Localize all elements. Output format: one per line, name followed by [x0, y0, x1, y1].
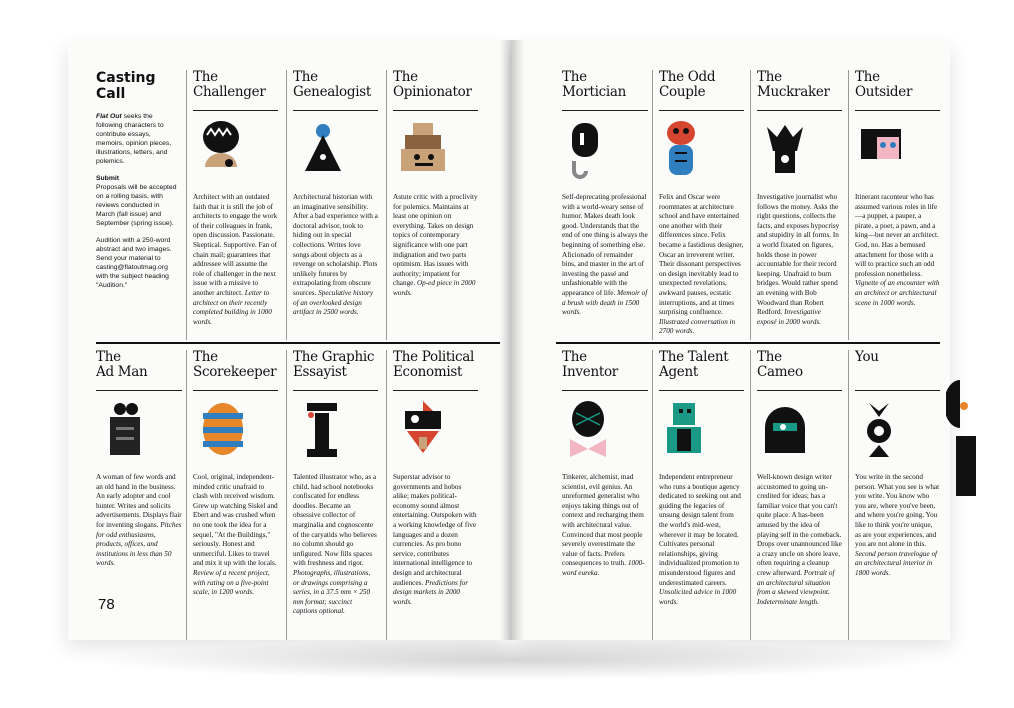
card-title-line1: The Graphic: [293, 349, 375, 365]
card-rule: [96, 390, 182, 391]
card-title-line1: The Talent: [659, 349, 729, 365]
card-body-text: Cool, original, independent-minded critic unafraid to clash with received wisdom. Grew up watching Siskel and Ebert and was crushed when no one took the idea for a sequel, "At the Buildings," seriously. Honest and unmerciful. Likes to travel and mix it up with the locals.: [193, 473, 278, 568]
intro-title: [96, 70, 178, 102]
card-inventor: [556, 350, 654, 640]
next-page-edge-illustration: [946, 380, 976, 540]
spread-shadow: [90, 640, 940, 680]
card-cameo: [750, 350, 848, 640]
card-body: [849, 193, 946, 308]
card-title: [849, 350, 946, 386]
card-title: [90, 350, 188, 386]
card-title-line2: Mortician: [562, 84, 627, 100]
card-body: [187, 193, 284, 327]
ad-man-illustration: [96, 397, 182, 467]
card-body-text: Architect with an outdated faith that it is still the job of architects to engage the work of their colleagues in frank, open discussion. Passionate. Skeptical. Supportive. Fan of chain mail; guarantees that addressee will assume the role of challenger in the next issue with a missive to another architect.: [193, 193, 278, 297]
card-title: [187, 70, 284, 106]
card-call: Illustrated conversation in 2700 words.: [659, 317, 736, 336]
card-title-line1: The: [562, 349, 587, 365]
card-rule: [393, 110, 478, 111]
card-body-text: Astute critic with a proclivity for polemics. Maintains at least one opinion on everything. Takes on design topics of contemporary significance with one part indignation and two parts optimism. Has issues with authority; impatient for change.: [393, 193, 478, 288]
card-title-line1: The: [293, 69, 318, 85]
card-body-text: Architectural historian with an imaginative sensibility. After a bad experience with a doctoral advisor, took to hiding out in special collections. Writes love songs about objects as a revenge on scholarship. Plots unlikely futures by extrapolating from obscure sources.: [293, 193, 378, 297]
card-call: Memoir of a brush with death in 1500 words.: [562, 288, 648, 317]
card-rule: [855, 390, 940, 391]
card-title: [387, 350, 484, 386]
card-body-text: Investigative journalist who follows the money. Asks the right questions, collects the facts, and exposes hypocrisy and stupidity in all forms. In a world fixated on figures, holds those in power accountable for their record keeping. Unafraid to burn bridges. Would rather spend an evening with Bob Woodward than Robert Redford.: [757, 193, 840, 317]
row-divider: [96, 342, 500, 344]
card-body: [556, 193, 654, 318]
card-body: [849, 473, 946, 579]
card-title-line1: The: [757, 69, 782, 85]
card-title-line2: Challenger: [193, 84, 266, 100]
card-call: Investigative exposé in 2000 words.: [757, 308, 822, 326]
card-talent-agent: [652, 350, 750, 640]
card-rule: [757, 110, 842, 111]
card-body-text: Felix and Oscar were roommates at architecture school and have entertained one another with their differences since. Felix became a fastidious designer, Oscar an irreverent writer. Their dissonant perspectives on design inevitably lead to unexpected revelations, awkward pauses, ecstatic interruptions, and at times surprising confluence.: [659, 193, 744, 317]
submit-heading: Submit: [96, 175, 120, 182]
card-body-text: You write in the second person. What you see is what you write. You know who you are, where you've been, and where you're going. You like to think you're unique, as are your experiences, and you are not alone in this.: [855, 473, 940, 549]
card-title: [751, 350, 848, 386]
card-body: [653, 473, 750, 607]
card-title-line2: Scorekeeper: [193, 364, 277, 380]
card-body: [387, 473, 484, 607]
card-body: [653, 193, 750, 337]
card-call: Review of a recent project, with rating on a five-point scale, in 1200 words.: [193, 568, 270, 597]
card-body: [187, 473, 284, 598]
card-call: Unsolicited advice in 1000 words.: [659, 588, 737, 606]
card-call: 1000-word eureka.: [562, 559, 645, 577]
card-body-text: Self-deprecating professional with a world-weary sense of humor. Makes death look good. Understands that the end of one thing is always the beginning of something else. Aficionado of remainder bins, and master in the art of investing the passé and unfashionable with the appearance of life.: [562, 193, 648, 297]
inventor-illustration: [562, 397, 648, 467]
card-title: [556, 350, 654, 386]
opinionator-illustration: [393, 117, 478, 187]
card-body-text: Independent entrepreneur who runs a boutique agency dedicated to seeking out and guiding the legacies of unsung design talent from the world's mid-west, wherever it may be located. Cultivates personal relationships, giving individualized promotion to misunderstood figures and underestimated careers.: [659, 473, 741, 587]
intro-para1: [96, 112, 178, 166]
card-graphic-essayist: [286, 350, 384, 640]
card-rule: [393, 390, 478, 391]
card-body-text: Tinkerer, alchemist, mad scientist, evil genius. An unreformed generalist who enjoys taking things out of context and recharging them with architectural value. Convinced that most people severely overestimate the value of facts. Prefers consequences to truth.: [562, 473, 644, 568]
card-rule: [293, 110, 378, 111]
intro-para1-text: seeks the following characters to contribute essays, memoirs, opinion pieces, illustrations, letters, and polemics.: [96, 113, 172, 165]
card-body: [90, 473, 188, 569]
card-title-line2: Agent: [659, 364, 699, 380]
intro-column: [96, 70, 178, 298]
card-body: [387, 193, 484, 299]
scorekeeper-illustration: [193, 397, 278, 467]
card-title-line1: The: [393, 69, 418, 85]
card-title-line1: The: [757, 349, 782, 365]
intro-para2-text: Proposals will be accepted on a rolling basis, with reviews conducted in March (fall issue) and September (spring issue).: [96, 184, 177, 227]
right-page: [512, 40, 950, 640]
card-title-line2: Essayist: [293, 364, 347, 380]
genealogist-illustration: [293, 117, 378, 187]
card-body-text: Superstar advisor to governments and hobos alike; makes political-economy sound almost entertaining. Outspoken with a working knowledge of five languages and a dozen currencies. As pro bono service, contributes international intelligence to design and architectural audiences.: [393, 473, 477, 587]
card-title: [653, 350, 750, 386]
left-page: [68, 40, 508, 640]
card-title: [849, 70, 946, 106]
outsider-illustration: [855, 117, 940, 187]
card-genealogist: [286, 70, 384, 340]
card-outsider: [848, 70, 946, 340]
card-call: Letter to architect on their recently completed building in 1000 words.: [193, 288, 272, 326]
card-title: [653, 70, 750, 106]
card-title-line2: Ad Man: [96, 364, 148, 380]
card-title-line2: Inventor: [562, 364, 618, 380]
card-title: [287, 70, 384, 106]
card-challenger: [186, 70, 284, 340]
page-number: 78: [98, 596, 115, 613]
odd-couple-illustration: [659, 117, 744, 187]
card-title-line2: Muckraker: [757, 84, 830, 100]
book-gutter: [500, 40, 524, 640]
card-title-line1: The: [96, 349, 121, 365]
muckraker-illustration: [757, 117, 842, 187]
card-call: Second person travelogue of an architectural interior in 1800 words.: [855, 549, 938, 577]
card-body: [751, 473, 848, 607]
card-rule: [562, 390, 648, 391]
card-body: [556, 473, 654, 579]
card-political-economist: [386, 350, 484, 640]
card-title-line2: Outsider: [855, 84, 913, 100]
card-body-text: A woman of few words and an old hand in the business. An early adopter and cool hunter. Writes and solicits advertisements. Displays flair for inventing slogans.: [96, 473, 182, 529]
mortician-illustration: [562, 117, 648, 187]
card-scorekeeper: [186, 350, 284, 640]
card-mortician: [556, 70, 654, 340]
challenger-illustration: [193, 117, 278, 187]
card-body-text: Itinerant raconteur who has assumed various roles in life—a puppet, a pauper, a pirate, a poet, a pawn, and a king—but never an architect. God, no. Has a bemused attachment for those with a will to practice such an odd profession nonetheless.: [855, 193, 939, 278]
card-title-line1: The: [193, 349, 218, 365]
card-call: Predictions for design markets in 2000 words.: [393, 578, 468, 606]
cameo-illustration: [757, 397, 842, 467]
card-title-line1: The Political: [393, 349, 475, 365]
card-rule: [757, 390, 842, 391]
card-body-text: Talented illustrator who, as a child, had school notebooks confiscated for endless doodles. Became an obsessive collector of marginalia and cognoscente of the caryatids who believes no column should go unfigured. Now fills spaces with freshness and rigor.: [293, 473, 377, 568]
card-opinionator: [386, 70, 484, 340]
card-call: Portrait of an architectural situation from a skewed viewpoint. Indeterminate length.: [757, 568, 835, 606]
card-rule: [193, 390, 278, 391]
card-body: [287, 473, 384, 617]
card-call: Op-ed piece in 2000 words.: [393, 279, 476, 297]
intro-mag-name: Flat Out: [96, 113, 122, 120]
card-odd-couple: [652, 70, 750, 340]
card-rule: [659, 390, 744, 391]
card-call: Speculative history of an overlooked design artifact in 2500 words.: [293, 288, 374, 317]
card-rule: [562, 110, 648, 111]
card-title-line1: The: [193, 69, 218, 85]
card-rule: [659, 110, 744, 111]
card-title-line1: The: [562, 69, 587, 85]
card-body-text: Well-known design writer accustomed to going un-credited for ideas; has a familiar voice that you can't quite place. A has-been amused by the idea of playing self in the comeback. Drops over unannounced like a crazy uncle on shore leave, often requiring a cleanup crew afterward.: [757, 473, 842, 577]
card-rule: [293, 390, 378, 391]
card-rule: [193, 110, 278, 111]
card-title-line2: Genealogist: [293, 84, 371, 100]
card-title: [287, 350, 384, 386]
intro-title-line2: Call: [96, 86, 126, 102]
you-illustration: [855, 397, 940, 467]
card-title: [187, 350, 284, 386]
row-divider: [556, 342, 940, 344]
card-body: [287, 193, 384, 318]
card-muckraker: [750, 70, 848, 340]
card-title-line2: Couple: [659, 84, 706, 100]
card-you: [848, 350, 946, 640]
card-call: Pitches for odd enthusiasms, products, offices, and institutions in less than 50 words.: [96, 520, 182, 568]
talent-agent-illustration: [659, 397, 744, 467]
card-title: [751, 70, 848, 106]
card-rule: [855, 110, 940, 111]
card-call: Photographs, illustrations, or drawings comprising a series, in a 37.5 mm × 250 mm format; succinct captions optional.: [293, 568, 371, 616]
card-title-line2: Cameo: [757, 364, 803, 380]
card-call: Vignette of an encounter with an architect or architectural scene in 1000 words.: [855, 279, 940, 307]
card-title: [556, 70, 654, 106]
intro-para3: Audition with a 250-word abstract and two images. Send your material to casting@flatoutmag.org with the subject heading "Audition.": [96, 237, 172, 289]
graphic-essayist-illustration: [293, 397, 378, 467]
card-body: [751, 193, 848, 327]
card-title-line1: You: [855, 349, 879, 365]
intro-title-line1: Casting: [96, 70, 156, 86]
card-title: [387, 70, 484, 106]
political-economist-illustration: [393, 397, 478, 467]
card-title-line1: The Odd: [659, 69, 716, 85]
card-title-line2: Opinionator: [393, 84, 472, 100]
card-title-line1: The: [855, 69, 880, 85]
intro-para2: [96, 174, 178, 228]
card-title-line2: Economist: [393, 364, 463, 380]
